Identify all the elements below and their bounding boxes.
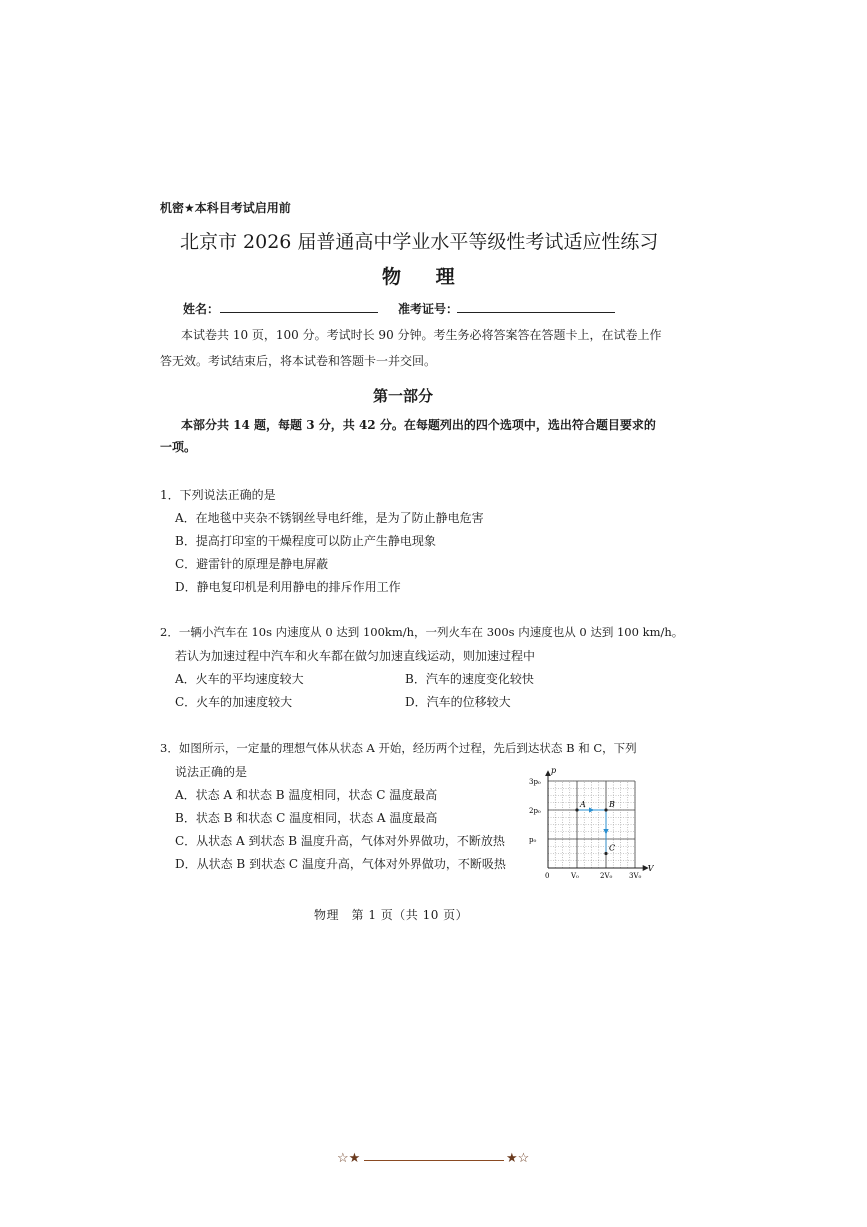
instructions-line-1: 本试卷共 10 页，100 分。考试时长 90 分钟。考生务必将答案答在答题卡上，在试卷上作 bbox=[181, 328, 662, 342]
question-3-option-a: A．状态 A 和状态 B 温度相同，状态 C 温度最高 bbox=[175, 788, 438, 802]
footer-decoration-line bbox=[364, 1160, 504, 1161]
question-1-stem: 1．下列说法正确的是 bbox=[160, 488, 276, 502]
exam-id-field[interactable] bbox=[457, 300, 615, 313]
question-2-option-b: B．汽车的速度变化较快 bbox=[405, 672, 534, 686]
state-label-c: C bbox=[609, 843, 616, 853]
x-tick-label: 0 bbox=[545, 872, 550, 880]
x-axis-label: V bbox=[647, 864, 654, 873]
x-tick-label: 3V₀ bbox=[629, 872, 642, 880]
question-2-stem-line-1: 2．一辆小汽车在 10s 内速度从 0 达到 100km/h，一列火车在 300s 内速度也从 0 达到 100 km/h。 bbox=[160, 625, 684, 639]
y-tick-label: 2p₀ bbox=[529, 807, 541, 815]
y-tick-label: p₀ bbox=[529, 836, 537, 844]
confidential-label: 机密★本科目考试启用前 bbox=[160, 201, 291, 215]
question-2-option-c: C．火车的加速度较大 bbox=[175, 695, 293, 709]
question-3-stem-line-1: 3．如图所示，一定量的理想气体从状态 A 开始，经历两个过程，先后到达状态 B 和 C，下列 bbox=[160, 741, 637, 755]
page-footer: 物理 第 1 页（共 10 页） bbox=[314, 908, 469, 922]
x-tick-label: 2V₀ bbox=[600, 872, 613, 880]
question-3-stem-line-2: 说法正确的是 bbox=[175, 765, 248, 779]
question-1-option-c: C．避雷针的原理是静电屏蔽 bbox=[175, 557, 329, 571]
question-1-option-a: A．在地毯中夹杂不锈钢丝导电纤维，是为了防止静电危害 bbox=[175, 511, 484, 525]
question-2-stem-line-2: 若认为加速过程中汽车和火车都在做匀加速直线运动，则加速过程中 bbox=[175, 649, 536, 663]
state-label-b: B bbox=[609, 800, 615, 809]
pv-diagram bbox=[528, 766, 654, 882]
question-3-option-c: C．从状态 A 到状态 B 温度升高，气体对外界做功，不断放热 bbox=[175, 834, 505, 848]
question-3-option-d: D．从状态 B 到状态 C 温度升高，气体对外界做功，不断吸热 bbox=[175, 857, 506, 871]
question-1-option-d: D．静电复印机是利用静电的排斥作用工作 bbox=[175, 580, 401, 594]
question-2-option-a: A．火车的平均速度较大 bbox=[175, 672, 304, 686]
name-label: 姓名： bbox=[183, 302, 220, 316]
state-label-a: A bbox=[580, 800, 586, 809]
footer-decoration-stars-left: ☆★ bbox=[337, 1151, 361, 1166]
exam-id-label: 准考证号： bbox=[398, 302, 459, 316]
name-field[interactable] bbox=[220, 300, 378, 313]
question-3-option-b: B．状态 B 和状态 C 温度相同，状态 A 温度最高 bbox=[175, 811, 438, 825]
subject-title: 物 理 bbox=[382, 266, 469, 288]
state-point-b bbox=[604, 808, 607, 811]
state-point-c bbox=[604, 852, 607, 855]
footer-decoration-stars-right: ★☆ bbox=[506, 1151, 530, 1166]
section-desc-line-2: 一项。 bbox=[160, 440, 197, 454]
instructions-line-2: 答无效。考试结束后，将本试卷和答题卡一并交回。 bbox=[160, 354, 437, 368]
section-title: 第一部分 bbox=[373, 387, 434, 405]
y-axis-label: p bbox=[551, 766, 557, 776]
question-1-option-b: B．提高打印室的干燥程度可以防止产生静电现象 bbox=[175, 534, 436, 548]
y-tick-label: 3p₀ bbox=[529, 778, 541, 786]
exam-title: 北京市 2026 届普通高中学业水平等级性考试适应性练习 bbox=[180, 231, 659, 253]
section-desc-line-1: 本部分共 14 题，每题 3 分，共 42 分。在每题列出的四个选项中，选出符合题目要求的 bbox=[181, 418, 656, 432]
question-2-option-d: D．汽车的位移较大 bbox=[405, 695, 511, 709]
state-point-a bbox=[575, 808, 578, 811]
x-tick-label: V₀ bbox=[571, 872, 579, 880]
